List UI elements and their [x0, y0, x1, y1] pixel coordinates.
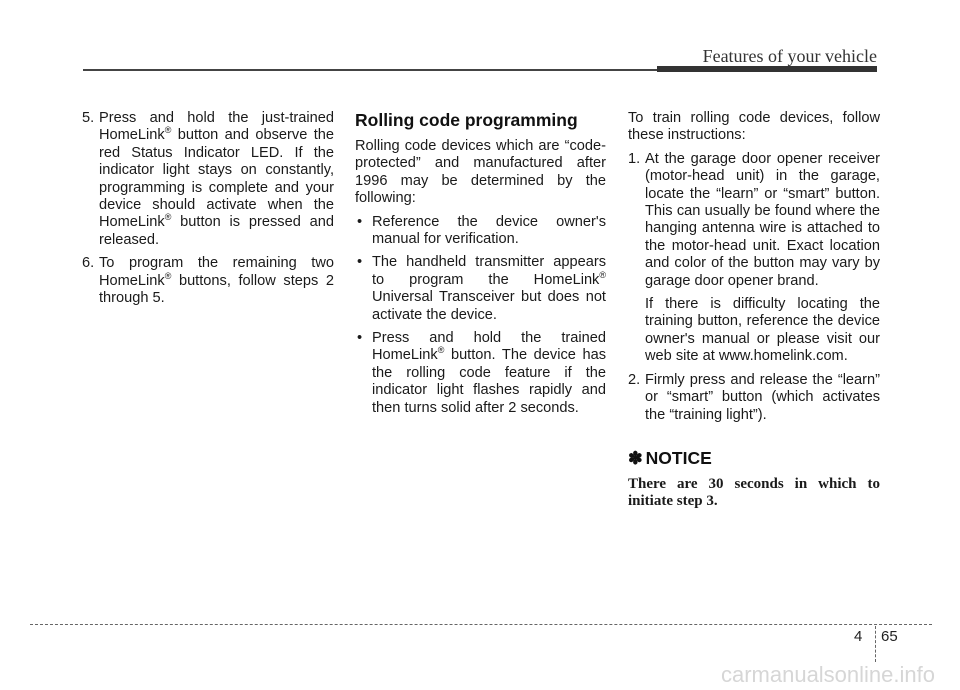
notice-heading: [628, 448, 880, 468]
bullet-item: [355, 214, 606, 249]
registered-mark: ®: [164, 270, 172, 281]
bullet-item: [355, 254, 606, 324]
column-middle: [355, 110, 606, 423]
registered-mark: ®: [599, 269, 606, 280]
step-5: [82, 110, 334, 249]
column-right: [628, 110, 880, 510]
step-number: 5.: [82, 110, 95, 126]
notice-star-icon: ✽: [628, 447, 643, 468]
registered-mark: ®: [437, 345, 445, 356]
chapter-number: 4: [854, 628, 863, 645]
watermark: carmanualsonline.info: [720, 662, 935, 687]
instruction-step-1: [628, 151, 880, 290]
bullet-icon: •: [357, 330, 363, 347]
step-number: 6.: [82, 255, 95, 272]
step-text: Firmly press and release the “learn” or “smart” button (which activates the “training light”).: [645, 371, 880, 423]
section-heading: Rolling code programming: [355, 110, 578, 130]
step-number: 2.: [628, 371, 641, 388]
step-text: Press and hold the just-trained HomeLink: [99, 110, 334, 144]
instructions-intro: To train rolling code devices, follow these instructions:: [628, 110, 880, 144]
step-text: At the garage door opener receiver (motor-head unit) in the garage, locate the “learn” or “smart” button. This can usually be found where the hanging antenna wire is attached to the motor-head unit. Exact location and color of the button may vary by garage door opener brand.: [645, 150, 880, 289]
section-intro: Rolling code devices which are “code-protected” and manufactured after 1996 may be determined by the following:: [355, 138, 606, 207]
step-number: 1.: [628, 150, 641, 167]
bullet-text: button. The device has the rolling code feature if the indicator light flashes rapidly and then turns solid after 2 seconds.: [372, 347, 606, 416]
step-text: buttons, follow steps 2 through 5.: [99, 272, 334, 307]
step-text: button is pressed and released.: [99, 214, 334, 248]
page-number-divider: [875, 626, 876, 662]
step-text: button and observe the red Status Indicator LED. If the indicator light stays on constantly, programming is complete and your device should activate when the HomeLink: [99, 127, 334, 231]
page-number: 65: [881, 628, 898, 645]
bullet-text: Reference the device owner's manual for verification.: [372, 213, 606, 248]
step-6: [82, 255, 334, 307]
registered-mark: ®: [164, 212, 172, 223]
step-text: To program the remaining two HomeLink: [99, 255, 334, 289]
instruction-step-2: [628, 372, 880, 424]
notice-body: There are 30 seconds in which to initiate step 3.: [628, 475, 880, 509]
bullet-icon: •: [357, 254, 363, 271]
bullet-text: Universal Transceiver but does not activate the device.: [372, 289, 606, 323]
header-rule-accent: [657, 66, 877, 72]
bullet-icon: •: [357, 213, 363, 230]
registered-mark: ®: [164, 125, 172, 136]
footer-rule: [30, 624, 932, 625]
bullet-text: The handheld transmitter appears to program the HomeLink: [372, 254, 606, 288]
bullet-item: [355, 330, 606, 417]
notice-title: NOTICE: [645, 447, 712, 468]
step-1-note: If there is difficulty locating the training button, reference the device owner's manual or please visit our web site at www.homelink.com.: [645, 296, 880, 365]
bullet-text: Press and hold the trained HomeLink: [372, 330, 606, 364]
column-left: [82, 110, 334, 313]
running-header-title: Features of your vehicle: [702, 46, 877, 66]
